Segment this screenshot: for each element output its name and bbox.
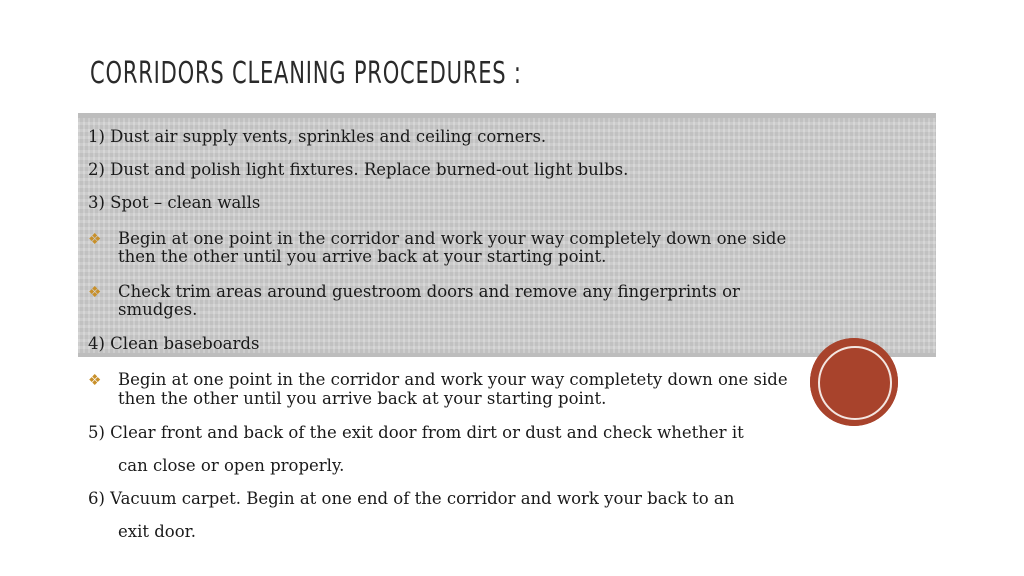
step-4: 4) Clean baseboards bbox=[88, 334, 260, 353]
bullet-text: Begin at one point in the corridor and work your way completety down one side bbox=[118, 370, 788, 389]
bullet-text-cont: then the other until you arrive back at your starting point. bbox=[118, 389, 607, 408]
step-5-cont: can close or open properly. bbox=[118, 456, 345, 475]
bullet-text: Check trim areas around guestroom doors and remove any fingerprints or bbox=[118, 282, 740, 301]
bullet-text: Begin at one point in the corridor and work your way completely down one side bbox=[118, 229, 787, 248]
step-1: 1) Dust air supply vents, sprinkles and ceiling corners. bbox=[88, 127, 547, 146]
step-3: 3) Spot – clean walls bbox=[88, 193, 261, 212]
step-6: 6) Vacuum carpet. Begin at one end of the corridor and work your back to an bbox=[88, 489, 735, 508]
badge-ring bbox=[818, 346, 892, 420]
diamond-bullet-icon: ❖ bbox=[88, 371, 102, 389]
diamond-bullet-icon: ❖ bbox=[88, 230, 102, 248]
step-6-cont: exit door. bbox=[118, 522, 196, 541]
bullet-text-cont: smudges. bbox=[118, 300, 198, 319]
slide-title: CORRIDORS CLEANING PROCEDURES : bbox=[90, 56, 522, 91]
band-top-edge bbox=[78, 113, 936, 118]
step-2: 2) Dust and polish light fixtures. Replace burned-out light bulbs. bbox=[88, 160, 629, 179]
bullet-text-cont: then the other until you arrive back at your starting point. bbox=[118, 247, 607, 266]
step-5: 5) Clear front and back of the exit door from dirt or dust and check whether it bbox=[88, 423, 744, 442]
diamond-bullet-icon: ❖ bbox=[88, 283, 102, 301]
